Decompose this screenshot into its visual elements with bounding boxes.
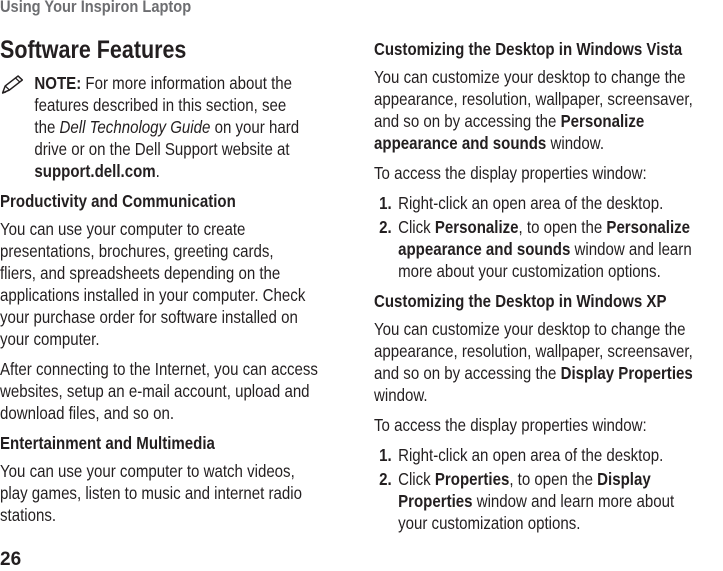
vista-access-text: To access the display properties window: bbox=[374, 163, 647, 183]
step-number: 1. bbox=[379, 445, 392, 465]
text-line: fliers, and spreadsheets depending on the bbox=[0, 263, 281, 283]
pencil-note-icon bbox=[0, 74, 26, 96]
text-line: download files, and so on. bbox=[0, 403, 175, 423]
step-number: 2. bbox=[379, 469, 392, 489]
text-line: window. bbox=[374, 385, 428, 405]
step-text: Click bbox=[398, 469, 435, 489]
step-text: window and learn bbox=[570, 239, 692, 259]
ui-term: Display Properties bbox=[560, 363, 693, 383]
text-line: and so on by accessing the bbox=[374, 111, 561, 131]
page-title bbox=[0, 36, 217, 65]
text-line: and so on by accessing the bbox=[374, 363, 561, 383]
step-number: 2. bbox=[379, 217, 392, 237]
text-line: You can customize your desktop to change the bbox=[374, 67, 686, 87]
productivity-heading: Productivity and Communication bbox=[0, 191, 236, 211]
step-text: Right-click an open area of the desktop. bbox=[398, 445, 664, 465]
text-line: appearance, resolution, wallpaper, screensaver, bbox=[374, 341, 693, 361]
text-line: play games, listen to music and internet radio bbox=[0, 483, 302, 503]
xp-paragraph bbox=[374, 318, 723, 406]
step-text: , to open the bbox=[518, 217, 607, 237]
text-line: You can use your computer to watch videos, bbox=[0, 461, 295, 481]
note-line: on your hard bbox=[210, 117, 300, 137]
dell-technology-guide-ref: Dell Technology Guide bbox=[59, 117, 211, 137]
page-number: 26 bbox=[0, 549, 22, 570]
note-line: . bbox=[155, 161, 160, 181]
ui-term: Properties bbox=[398, 491, 473, 511]
text-line: websites, setup an e-mail account, upload and bbox=[0, 381, 310, 401]
running-header-text: Using Your Inspiron Laptop bbox=[0, 0, 192, 16]
ui-term: appearance and sounds bbox=[374, 133, 547, 153]
step-item bbox=[374, 444, 723, 466]
text-line: applications installed in your computer. Check bbox=[0, 285, 306, 305]
text-line: stations. bbox=[0, 505, 57, 525]
running-header bbox=[0, 0, 222, 17]
productivity-paragraph-2 bbox=[0, 358, 353, 424]
step-text: Click bbox=[398, 217, 435, 237]
step-item bbox=[374, 468, 723, 534]
ui-term: Properties bbox=[434, 469, 510, 489]
text-line: After connecting to the Internet, you can access bbox=[0, 359, 318, 379]
entertainment-paragraph bbox=[0, 460, 353, 526]
note-line: features described in this section, see bbox=[34, 95, 287, 115]
ui-term: Personalize bbox=[434, 217, 519, 237]
step-item bbox=[374, 216, 723, 282]
ui-term: Display bbox=[597, 469, 651, 489]
step-item bbox=[374, 192, 723, 214]
entertainment-heading: Entertainment and Multimedia bbox=[0, 433, 215, 453]
step-text: window and learn more about bbox=[472, 491, 675, 511]
text-line: You can use your computer to create bbox=[0, 219, 246, 239]
ui-term: Personalize bbox=[560, 111, 645, 131]
page-title-text: Software Features bbox=[0, 36, 187, 64]
text-line: appearance, resolution, wallpaper, screensaver, bbox=[374, 89, 693, 109]
step-number: 1. bbox=[379, 193, 392, 213]
vista-paragraph bbox=[374, 66, 723, 154]
text-line: your purchase order for software installed on bbox=[0, 307, 298, 327]
note-text bbox=[34, 72, 352, 182]
step-text: , to open the bbox=[509, 469, 598, 489]
text-line: You can customize your desktop to change the bbox=[374, 319, 686, 339]
ui-term: appearance and sounds bbox=[398, 239, 571, 259]
step-text: more about your customization options. bbox=[398, 261, 661, 281]
note-line: drive or on the Dell Support website at bbox=[34, 139, 290, 159]
step-text: your customization options. bbox=[398, 513, 581, 533]
vista-steps bbox=[374, 192, 723, 282]
text-line: window. bbox=[546, 133, 605, 153]
note-block bbox=[0, 72, 353, 182]
text-line: your computer. bbox=[0, 329, 100, 349]
productivity-paragraph-1 bbox=[0, 218, 353, 350]
note-label: NOTE: bbox=[34, 73, 82, 93]
xp-access-text: To access the display properties window: bbox=[374, 415, 647, 435]
support-url: support.dell.com bbox=[34, 161, 156, 181]
vista-heading: Customizing the Desktop in Windows Vista bbox=[374, 39, 683, 59]
right-column bbox=[374, 38, 723, 542]
step-text: Right-click an open area of the desktop. bbox=[398, 193, 664, 213]
ui-term: Personalize bbox=[606, 217, 691, 237]
note-line: the bbox=[34, 117, 60, 137]
text-line: presentations, brochures, greeting cards, bbox=[0, 241, 274, 261]
left-column bbox=[0, 72, 410, 534]
xp-heading: Customizing the Desktop in Windows XP bbox=[374, 291, 667, 311]
note-line: For more information about the bbox=[81, 73, 293, 93]
xp-steps bbox=[374, 444, 723, 534]
